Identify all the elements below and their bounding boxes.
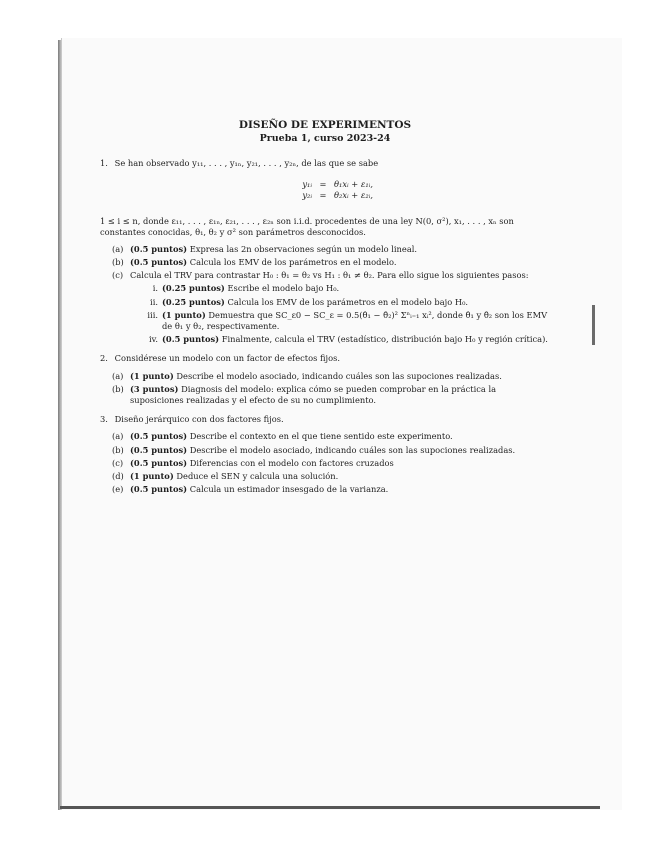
- part-label: (c): [112, 457, 124, 468]
- step-label: iv.: [149, 334, 158, 345]
- step-i: [140, 283, 550, 294]
- step-iii: [140, 310, 550, 332]
- question-1-parts: [112, 244, 550, 346]
- equation-lhs: y₂ᵢ: [302, 190, 312, 201]
- part-b: [112, 384, 550, 406]
- exam-content: [100, 118, 550, 497]
- part-label: (e): [112, 484, 124, 495]
- part-b: [112, 257, 550, 268]
- document-subtitle: Prueba 1, curso 2023-24: [259, 133, 391, 145]
- part-label: (b): [112, 383, 124, 394]
- question-1-stem: [100, 158, 550, 169]
- question-3-stem: [100, 414, 550, 425]
- step-text: Finalmente, calcula el TRV (estadístico, distribución bajo H₀ y región crítica).: [221, 334, 548, 345]
- question-text: Considérese un modelo con un factor de efectos fijos.: [114, 353, 340, 364]
- step-points: (0.25 puntos): [162, 296, 225, 307]
- part-label: (b): [112, 257, 124, 268]
- question-number: 2.: [100, 353, 108, 364]
- step-text: Escribe el modelo bajo H₀.: [227, 283, 340, 294]
- part-a: [112, 371, 550, 382]
- part-e: [112, 484, 550, 495]
- part-text: Describe el modelo asociado, indicando cuáles son las supociones realizadas.: [189, 444, 516, 455]
- step-label: i.: [152, 283, 158, 294]
- part-text: Describe el contexto en el que tiene sentido este experimento.: [189, 431, 453, 442]
- part-text: Calcula los EMV de los parámetros en el modelo.: [189, 257, 397, 268]
- part-text: Describe el modelo asociado, indicando cuáles son las supociones realizadas.: [176, 370, 502, 381]
- equation-rhs: θ₂xᵢ + ε₂ᵢ,: [334, 190, 373, 201]
- question-1: [100, 158, 550, 345]
- document-title: DISEÑO DE EXPERIMENTOS: [238, 119, 412, 131]
- part-text: Diagnosis del modelo: explica cómo se pueden comprobar en la práctica la suposiciones realizadas y el efecto de su no cumplimiento.: [130, 383, 497, 405]
- paper-bottom-edge: [60, 806, 600, 809]
- question-1-intro: 1 ≤ i ≤ n, donde ε₁₁, . . . , ε₁ₙ, ε₂₁, . . . , ε₂ₙ son i.i.d. procedentes de una ley N(0, σ²), x₁, . . . , xₙ son constantes conocidas, θ₁, θ₂ y σ² son parámetros desconocidos.: [100, 215, 514, 237]
- equation-rhs: θ₁xᵢ + ε₁ᵢ,: [334, 179, 373, 190]
- step-text: Demuestra que SC_ε0 − SC_ε = 0.5(θ̂₁ − θ̂₂)² Σⁿᵢ₌₁ xᵢ², donde θ̂₁ y θ̂₂ son los EMV de θ₁ y θ₂, respectivamente.: [162, 309, 548, 332]
- part-label: (d): [112, 470, 124, 481]
- part-points: (0.5 puntos): [130, 444, 188, 455]
- part-b: [112, 445, 550, 456]
- question-number: 1.: [100, 157, 108, 168]
- part-text: Calcula el TRV para contrastar H₀ : θ₁ = θ₂ vs H₁ : θ₁ ≠ θ₂. Para ello sigue los siguientes pasos:: [130, 270, 529, 281]
- question-2: [100, 353, 550, 406]
- part-c: [112, 270, 550, 281]
- question-3: [100, 414, 550, 495]
- equation-lhs: y₁ᵢ: [302, 179, 312, 190]
- step-iv: [140, 334, 550, 345]
- part-label: (a): [112, 243, 124, 254]
- question-2-parts: [112, 371, 550, 407]
- question-text: Se han observado y₁₁, . . . , y₁ₙ, y₂₁, . . . , y₂ₙ, de las que se sabe: [114, 157, 379, 168]
- part-text: Expresa las 2n observaciones según un modelo lineal.: [189, 243, 418, 254]
- equals-sign: =: [319, 179, 327, 190]
- part-text: Diferencias con el modelo con factores cruzados: [189, 457, 394, 468]
- part-a: [112, 244, 550, 255]
- part-c: [112, 458, 550, 469]
- step-label: ii.: [150, 296, 158, 307]
- paper-right-mark: [592, 305, 595, 345]
- part-points: (1 punto): [130, 370, 174, 381]
- part-label: (b): [112, 444, 124, 455]
- equals-sign: =: [319, 190, 327, 201]
- part-label: (c): [112, 270, 124, 281]
- part-points: (3 puntos): [130, 383, 179, 394]
- part-text: Calcula un estimador insesgado de la varianza.: [189, 484, 389, 495]
- question-3-parts: [112, 431, 550, 495]
- part-points: (0.5 puntos): [130, 457, 188, 468]
- part-label: (a): [112, 431, 124, 442]
- part-points: (0.5 puntos): [130, 484, 188, 495]
- part-d: [112, 471, 550, 482]
- part-c-steps: [140, 283, 550, 345]
- part-text: Deduce el SEN y calcula una solución.: [176, 470, 339, 481]
- model-equations: [290, 179, 550, 201]
- question-text: Diseño jerárquico con dos factores fijos.: [114, 414, 284, 425]
- question-2-stem: [100, 353, 550, 364]
- step-label: iii.: [147, 309, 158, 320]
- step-text: Calcula los EMV de los parámetros en el modelo bajo H₀.: [227, 296, 469, 307]
- step-ii: [140, 297, 550, 308]
- part-points: (1 punto): [130, 470, 174, 481]
- part-points: (0.5 puntos): [130, 257, 188, 268]
- step-points: (0.25 puntos): [162, 283, 225, 294]
- question-number: 3.: [100, 414, 108, 425]
- part-points: (0.5 puntos): [130, 243, 188, 254]
- equation-row: [290, 190, 550, 201]
- part-points: (0.5 puntos): [130, 431, 188, 442]
- part-a: [112, 431, 550, 442]
- part-label: (a): [112, 370, 124, 381]
- step-points: (0.5 puntos): [162, 334, 220, 345]
- equation-row: [290, 179, 550, 190]
- step-points: (1 punto): [162, 309, 206, 320]
